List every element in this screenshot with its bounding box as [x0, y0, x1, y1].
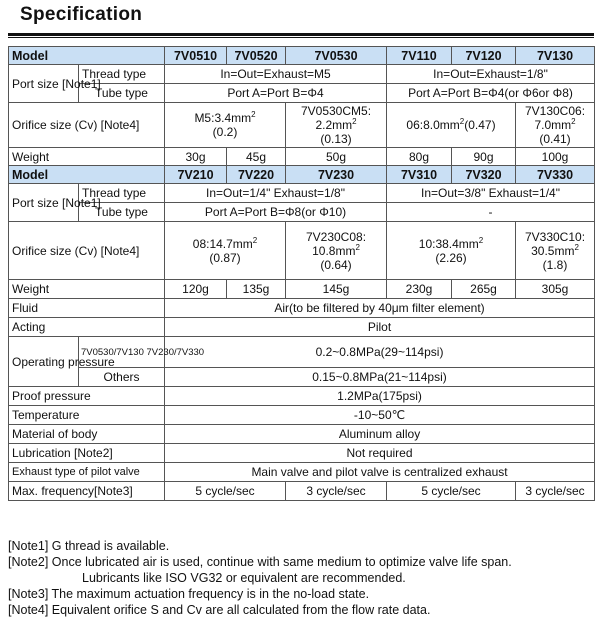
model-cell: 7V320	[452, 166, 516, 184]
proof-pressure-value: 1.2MPa(175psi)	[165, 387, 595, 406]
exhaust-row	[9, 463, 595, 482]
orifice-area: 7V130C06: 7.0mm	[524, 104, 586, 132]
weight-value: 230g	[387, 280, 452, 299]
operating-pressure-value: 0.2~0.8MPa(29~114psi)	[165, 337, 595, 368]
orifice-cv: (0.13)	[320, 132, 352, 146]
specification-table	[8, 46, 595, 501]
orifice-value: 7V0530CM5: $2.2mm^2$ (0.13)	[286, 103, 387, 148]
weight-row-b	[9, 280, 595, 299]
model-cell: 7V330	[516, 166, 595, 184]
thread-value: In=Out=Exhaust=M5	[165, 65, 387, 84]
orifice-value: 7V130C06: $7.0mm^2$ (0.41)	[516, 103, 595, 148]
orifice-area: 08:14.7mm	[192, 236, 253, 251]
operating-pressure-row-2	[9, 368, 595, 387]
acting-label: Acting	[9, 318, 165, 337]
tube-row-a	[9, 84, 595, 103]
orifice-value: $08:14.7mm^2$ (0.87)	[165, 222, 286, 280]
port-size-label: Port size [Note1]	[9, 184, 79, 222]
model-label: Model	[9, 47, 165, 65]
orifice-label: Orifice size (Cv) [Note4]	[9, 103, 165, 148]
weight-value: 45g	[227, 148, 286, 166]
operating-pressure-row-1	[9, 337, 595, 368]
model-cell: 7V310	[387, 166, 452, 184]
orifice-area: 7V330C10: 30.5mm	[524, 229, 586, 258]
orifice-area: 06:8.0mm	[406, 118, 460, 132]
operating-pressure-models: 7V0530/7V130 7V230/7V330	[79, 337, 165, 368]
note-1: [Note1] G thread is available.	[8, 539, 170, 553]
model-cell: 7V130	[516, 47, 595, 65]
weight-value: 265g	[452, 280, 516, 299]
temperature-label: Temperature	[9, 406, 165, 425]
note-2: [Note2] Once lubricated air is used, continue with same medium to optimize valve life span.	[8, 555, 512, 569]
port-size-label: Port size [Note1]	[9, 65, 79, 103]
acting-row	[9, 318, 595, 337]
orifice-row-b	[9, 222, 595, 280]
tube-value: Port A=Port B=Φ8(or Φ10)	[165, 203, 387, 222]
frequency-value: 5 cycle/sec	[165, 482, 286, 501]
exhaust-value: Main valve and pilot valve is centralized exhaust	[165, 463, 595, 482]
weight-label: Weight	[9, 280, 165, 299]
thread-value: In=Out=1/4" Exhaust=1/8"	[165, 184, 387, 203]
model-cell: 7V110	[387, 47, 452, 65]
orifice-cv: (0.41)	[539, 132, 571, 146]
model-cell: 7V0530	[286, 47, 387, 65]
proof-pressure-label: Proof pressure	[9, 387, 165, 406]
weight-value: 80g	[387, 148, 452, 166]
notes-section	[8, 538, 608, 618]
frequency-label: Max. frequency[Note3]	[9, 482, 165, 501]
model-label: Model	[9, 166, 165, 184]
lubrication-row	[9, 444, 595, 463]
weight-value: 145g	[286, 280, 387, 299]
note-2-continued: Lubricants like ISO VG32 or equivalent are recommended.	[82, 571, 406, 585]
frequency-row	[9, 482, 595, 501]
orifice-value: $M5:3.4mm^2$ (0.2)	[165, 103, 286, 148]
weight-value: 100g	[516, 148, 595, 166]
model-cell: 7V0520	[227, 47, 286, 65]
orifice-value: 7V230C08: $10.8mm^2$ (0.64)	[286, 222, 387, 280]
thread-value: In=Out=3/8" Exhaust=1/4"	[387, 184, 595, 203]
model-cell: 7V0510	[165, 47, 227, 65]
orifice-value: $06:8.0mm^2(0.47)$	[387, 103, 516, 148]
weight-value: 120g	[165, 280, 227, 299]
tube-type-label: Tube type	[79, 203, 165, 222]
tube-type-label: Tube type	[79, 84, 165, 103]
material-label: Material of body	[9, 425, 165, 444]
thread-row-b	[9, 184, 595, 203]
note-4: [Note4] Equivalent orifice S and Cv are all calculated from the flow rate data.	[8, 603, 431, 617]
tube-value: Port A=Port B=Φ4(or Φ6or Φ8)	[387, 84, 595, 103]
fluid-value: Air(to be filtered by 40μm filter element)	[165, 299, 595, 318]
material-row	[9, 425, 595, 444]
orifice-cv: (0.64)	[320, 257, 352, 272]
orifice-cv: (0.47)	[464, 118, 496, 132]
tube-value: Port A=Port B=Φ4	[165, 84, 387, 103]
temperature-row	[9, 406, 595, 425]
weight-value: 135g	[227, 280, 286, 299]
model-cell: 7V120	[452, 47, 516, 65]
model-cell: 7V230	[286, 166, 387, 184]
operating-pressure-others: Others	[79, 368, 165, 387]
model-header-row-a	[9, 47, 595, 65]
operating-pressure-value: 0.15~0.8MPa(21~114psi)	[165, 368, 595, 387]
orifice-label: Orifice size (Cv) [Note4]	[9, 222, 165, 280]
orifice-row-a	[9, 103, 595, 148]
page-title: Specification	[20, 4, 143, 25]
weight-value: 305g	[516, 280, 595, 299]
acting-value: Pilot	[165, 318, 595, 337]
weight-row-a	[9, 148, 595, 166]
orifice-area: 7V0530CM5: 2.2mm	[300, 104, 372, 132]
orifice-cv: (2.26)	[435, 250, 467, 265]
note-3: [Note3] The maximum actuation frequency is in the no-load state.	[8, 587, 370, 601]
tube-row-b	[9, 203, 595, 222]
orifice-area: 10:38.4mm	[418, 236, 479, 251]
fluid-label: Fluid	[9, 299, 165, 318]
exhaust-label: Exhaust type of pilot valve	[9, 463, 165, 482]
orifice-cv: (1.8)	[542, 257, 568, 272]
orifice-value: $10:38.4mm^2$ (2.26)	[387, 222, 516, 280]
thread-type-label: Thread type	[79, 65, 165, 84]
frequency-value: 3 cycle/sec	[516, 482, 595, 501]
orifice-cv: (0.87)	[209, 250, 241, 265]
material-value: Aluminum alloy	[165, 425, 595, 444]
proof-pressure-row	[9, 387, 595, 406]
tube-value: -	[387, 203, 595, 222]
temperature-value: -10~50℃	[165, 406, 595, 425]
lubrication-label: Lubrication [Note2]	[9, 444, 165, 463]
model-cell: 7V220	[227, 166, 286, 184]
orifice-area: M5:3.4mm	[194, 111, 252, 125]
orifice-value: 7V330C10: $30.5mm^2$ (1.8)	[516, 222, 595, 280]
model-cell: 7V210	[165, 166, 227, 184]
thread-type-label: Thread type	[79, 184, 165, 203]
weight-value: 90g	[452, 148, 516, 166]
frequency-value: 5 cycle/sec	[387, 482, 516, 501]
orifice-area: 7V230C08: 10.8mm	[305, 229, 367, 258]
thread-row-a	[9, 65, 595, 84]
lubrication-value: Not required	[165, 444, 595, 463]
thread-value: In=Out=Exhaust=1/8"	[387, 65, 595, 84]
model-header-row-b	[9, 166, 595, 184]
weight-value: 30g	[165, 148, 227, 166]
operating-pressure-label: Operating pressure	[9, 337, 79, 387]
orifice-cv: (0.2)	[212, 125, 238, 139]
title-rule	[8, 33, 594, 36]
title-rule-thin	[8, 37, 594, 38]
weight-label: Weight	[9, 148, 165, 166]
weight-value: 50g	[286, 148, 387, 166]
fluid-row	[9, 299, 595, 318]
frequency-value: 3 cycle/sec	[286, 482, 387, 501]
